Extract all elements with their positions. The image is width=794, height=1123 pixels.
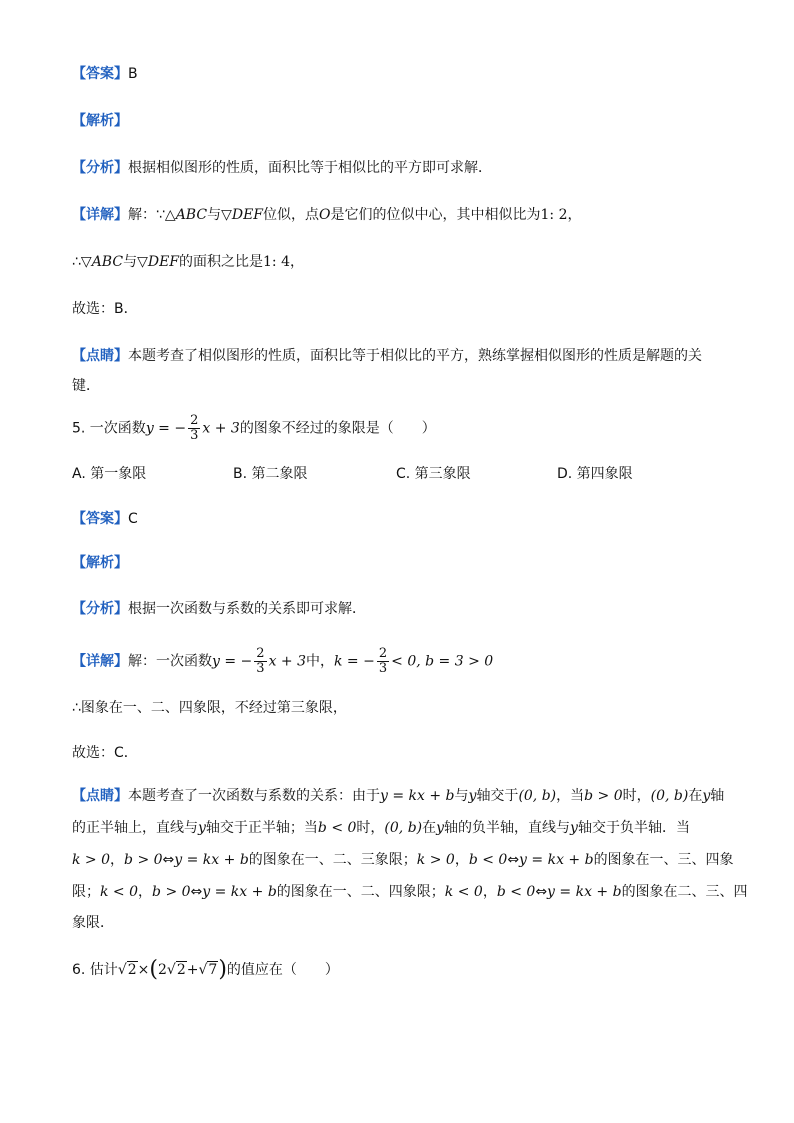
q4-answer-line	[72, 64, 138, 84]
math-y: y	[468, 788, 477, 804]
dianjing-text: 时，	[622, 788, 651, 804]
math-b-gt0: b > 0	[152, 884, 191, 900]
text-yu: 与	[207, 207, 222, 223]
comma: ，	[110, 852, 125, 868]
dianjing-text: 时，	[356, 820, 385, 836]
q4-conclusion-line	[72, 252, 304, 272]
q4-fenxi-line	[72, 158, 492, 178]
math-o: O	[319, 207, 331, 223]
answer-tag: 【答案】	[72, 66, 128, 82]
question-number: 6. 估计	[72, 962, 118, 978]
numerator: 2	[378, 646, 388, 661]
dianjing-text: 的图象在一、二、三象限；	[248, 852, 417, 868]
fenxi-tag: 【分析】	[72, 160, 128, 176]
math-abc: ABC	[175, 207, 208, 223]
math-k-eq: k = −	[334, 653, 375, 670]
radicand: 2	[127, 962, 137, 978]
q4-analysis-line	[72, 111, 128, 131]
ratio-value: 1: 2	[540, 207, 568, 223]
comma: ，	[138, 884, 153, 900]
dianjing-text: 键．	[72, 378, 100, 394]
fraction	[377, 647, 389, 676]
dianjing-text: 的图象在二、三、四	[621, 884, 748, 900]
q5-xiangjie-line	[72, 647, 493, 676]
dianjing-text: 在	[688, 788, 703, 804]
dianjing-text: 象限．	[72, 915, 114, 931]
iff-symbol: ⇔	[535, 884, 548, 900]
q5-dianjing-line-2	[72, 818, 690, 838]
therefore-text: ∴▽	[72, 254, 92, 270]
xiangjie-text: 位似，点	[263, 207, 320, 223]
math-k-gt0: k > 0	[72, 852, 111, 868]
xiangjie-text: 中，	[306, 653, 334, 670]
question-number: 5. 一次函数	[72, 420, 146, 437]
math-k-lt0: k < 0	[444, 884, 483, 900]
dianjing-text: 轴的负半轴，直线与	[444, 820, 571, 836]
comma: ，	[454, 852, 469, 868]
q4-xiangjie-line	[72, 205, 581, 225]
math-point: (0, b)	[384, 820, 423, 836]
math-k-gt0: k > 0	[416, 852, 455, 868]
dianjing-text: 轴	[710, 788, 725, 804]
xiangjie-text: 解：一次函数	[128, 653, 212, 670]
q5-answer-line	[72, 509, 138, 529]
dianjing-text: ，当	[556, 788, 585, 804]
math-ykxb: y = kx + b	[174, 852, 249, 868]
q6-stem	[72, 957, 339, 982]
answer-value: C	[128, 511, 138, 527]
xiangjie-text: 解：∵△	[128, 207, 176, 223]
radicand: 7	[208, 962, 218, 978]
math-ykxb: y = kx + b	[380, 788, 455, 804]
stem-text: 的值应在（ ）	[226, 962, 339, 978]
dianjing-text: 限；	[72, 884, 100, 900]
iff-symbol: ⇔	[162, 852, 175, 868]
denominator: 3	[256, 661, 265, 676]
conclusion-text: 的面积之比是	[179, 254, 264, 270]
math-y-eq: y = −	[145, 420, 187, 437]
math-b-lt0: b < 0	[496, 884, 536, 900]
denominator: 3	[378, 661, 388, 676]
radicand: 2	[176, 962, 186, 978]
dianjing-tag: 【点睛】	[72, 788, 128, 804]
comma: ，	[567, 207, 582, 223]
fenxi-tag: 【分析】	[72, 601, 128, 617]
comma: ，	[290, 254, 304, 270]
iff-symbol: ⇔	[507, 852, 520, 868]
choice-text: 故选：C．	[72, 745, 138, 761]
dianjing-tag: 【点睛】	[72, 348, 128, 364]
math-y: y	[570, 820, 578, 836]
answer-value: B	[128, 66, 138, 82]
q4-choice-line	[72, 299, 138, 319]
dianjing-text: 在	[422, 820, 437, 836]
coefficient: 2	[157, 962, 167, 978]
math-x-plus-3: x + 3	[268, 653, 306, 670]
fraction	[188, 414, 200, 443]
math-b-gt0: b > 0	[124, 852, 163, 868]
math-b-lt0: b < 0	[468, 852, 508, 868]
right-paren: )	[218, 957, 227, 982]
plus-symbol: +	[186, 962, 199, 978]
dianjing-text: 本题考查了一次函数与系数的关系：由于	[128, 788, 380, 804]
xiangjie-tag: 【详解】	[72, 653, 128, 670]
dianjing-text: 与	[454, 788, 469, 804]
times-symbol: ×	[137, 962, 150, 978]
q5-choice-line	[72, 743, 138, 763]
q4-dianjing-line-2	[72, 376, 100, 396]
numerator: 2	[256, 646, 265, 661]
math-def: DEF	[231, 207, 264, 223]
dianjing-text: 的图象在一、三、四象	[593, 852, 734, 868]
math-b-gt0: b > 0	[584, 788, 623, 804]
math-x-plus-3: x + 3	[202, 420, 240, 437]
math-def: DEF	[147, 254, 180, 270]
nabla-symbol: ▽	[221, 207, 232, 223]
math-y: y	[198, 820, 206, 836]
nabla-symbol: ▽	[137, 254, 148, 270]
math-k-lt0: k < 0	[100, 884, 139, 900]
dianjing-text: 的图象在一、二、四象限；	[276, 884, 445, 900]
iff-symbol: ⇔	[190, 884, 203, 900]
math-condition: < 0, b = 3 > 0	[391, 653, 494, 670]
math-y: y	[702, 788, 711, 804]
math-y: y	[436, 820, 445, 836]
q4-dianjing-line-1	[72, 346, 702, 366]
left-paren: (	[149, 957, 158, 982]
q5-dianjing-line-3	[72, 850, 734, 870]
choice-text: 故选：B．	[72, 301, 138, 317]
math-ykxb: y = kx + b	[547, 884, 622, 900]
dianjing-text: 轴交于正半轴；当	[205, 820, 318, 836]
denominator: 3	[190, 428, 199, 443]
math-point: (0, b)	[518, 788, 557, 804]
dianjing-text: 轴交于负半轴．当	[577, 820, 690, 836]
q5-fenxi-line	[72, 599, 366, 619]
q5-analysis-line	[72, 553, 128, 573]
option-b: B. 第二象限	[233, 466, 308, 482]
q5-conclusion-line	[72, 698, 347, 718]
analysis-tag: 【解析】	[72, 555, 128, 571]
numerator: 2	[190, 413, 199, 428]
option-c: C. 第三象限	[396, 466, 471, 482]
fenxi-text: 根据一次函数与系数的关系即可求解．	[128, 601, 366, 617]
fenxi-text: 根据相似图形的性质，面积比等于相似比的平方即可求解．	[128, 160, 492, 176]
text-yu: 与	[123, 254, 138, 270]
dianjing-text: 的正半轴上，直线与	[72, 820, 198, 836]
stem-text: 的图象不经过的象限是（ ）	[239, 420, 436, 437]
xiangjie-text: 是它们的位似中心，其中相似比为	[330, 207, 541, 223]
math-b-lt0: b < 0	[317, 820, 357, 836]
conclusion-text: ∴图象在一、二、四象限，不经过第三象限，	[72, 700, 347, 716]
option-d: D. 第四象限	[557, 466, 633, 482]
sqrt-2: √2	[117, 962, 137, 978]
math-abc: ABC	[91, 254, 124, 270]
ratio-value: 1: 4	[263, 254, 290, 270]
math-ykxb: y = kx + b	[519, 852, 594, 868]
comma: ，	[482, 884, 497, 900]
dianjing-text: 本题考查了相似图形的性质，面积比等于相似比的平方，熟练掌握相似图形的性质是解题的关	[128, 348, 702, 364]
q5-dianjing-line-5	[72, 913, 114, 933]
math-y-eq: y = −	[212, 653, 253, 670]
math-point: (0, b)	[650, 788, 689, 804]
q5-dianjing-line-4	[72, 882, 748, 902]
fraction	[254, 647, 266, 676]
q5-dianjing-line-1	[72, 786, 724, 806]
option-a: A. 第一象限	[72, 466, 147, 482]
xiangjie-tag: 【详解】	[72, 207, 128, 223]
sqrt-2: √2	[166, 962, 186, 978]
sqrt-7: √7	[198, 962, 218, 978]
analysis-tag: 【解析】	[72, 113, 128, 129]
q5-stem	[72, 414, 436, 443]
answer-tag: 【答案】	[72, 511, 128, 527]
math-ykxb: y = kx + b	[202, 884, 277, 900]
dianjing-text: 轴交于	[476, 788, 519, 804]
